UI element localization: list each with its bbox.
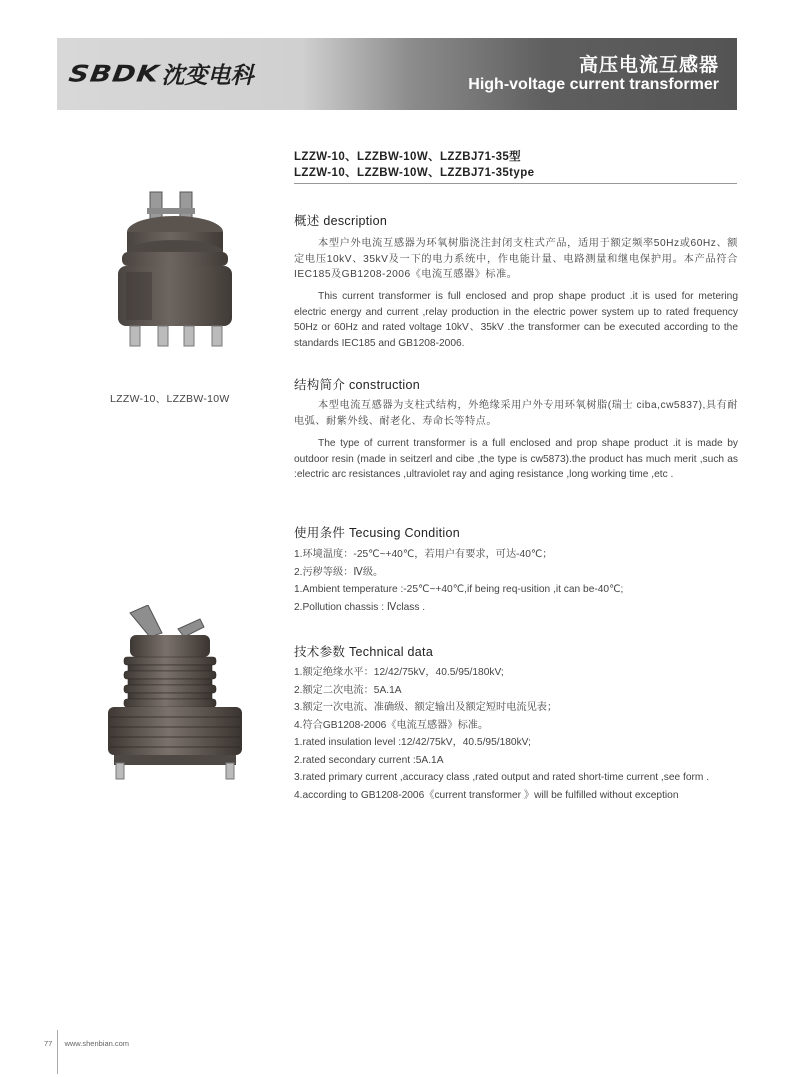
construction-en: The type of current transformer is a full enclosed and prop shape product .it is made by outdoor resin (made in seitzerl and cibe ,the type is cw5873).the product has much merit ,such as :electric arc resistances ,ultraviolet ray and aging resistance ,long working time ,etc . xyxy=(294,438,738,481)
description-cn: 本型户外电流互感器为环氧树脂浇注封闭支柱式产品，适用于额定频率50Hz或60Hz、额定电压10kV、35kV及一下的电力系统中，作电能计量、电路测量和继电保护用。本产品符合IEC185及GB1208-2006《电流互感器》标准。 xyxy=(294,238,738,281)
figure1-caption: LZZW-10、LZZBW-10W xyxy=(110,393,230,405)
construction-heading: 结构简介 construction xyxy=(294,378,420,392)
page-footer xyxy=(44,1039,129,1048)
logo-cn: 沈变电科 xyxy=(161,62,254,89)
description-en: This current transformer is full enclosed and prop shape product .it is used for metering electric energy and current ,relay production in the electric power system up to rated frequency 50Hz or 60Hz and rated voltage 10kV、35kV .the transformer can be executed according to the standards IEC185 and GB1208-2006. xyxy=(294,291,738,349)
model-title-cn: LZZW-10、LZZBW-10W、LZZBJ71-35型 xyxy=(294,151,522,163)
list-item: 1.Ambient temperature :-25℃~+40℃,if being req-usition ,it can be-40℃; xyxy=(294,584,624,595)
technical-list xyxy=(294,664,709,804)
list-item: 1.额定绝缘水平：12/42/75kV，40.5/95/180kV; xyxy=(294,667,504,678)
description-heading: 概述 description xyxy=(294,214,388,228)
page-number: 77 xyxy=(44,1039,53,1048)
footer-divider xyxy=(57,1030,58,1074)
logo-latin: SBDK xyxy=(67,59,162,87)
list-item: 3.rated primary current ,accuracy class ,rated output and rated short-time current ,see form . xyxy=(294,772,710,783)
technical-heading: 技术参数 Technical data xyxy=(294,645,434,659)
list-item: 2.额定二次电流：5A.1A xyxy=(294,684,402,696)
list-item: 3.额定一次电流、准确级、额定输出及额定短时电流见表； xyxy=(294,702,558,713)
product-image-lzzw xyxy=(100,188,250,363)
company-logo xyxy=(69,57,253,89)
list-item: 2.rated secondary current :5A.1A xyxy=(294,754,444,766)
conditions-list xyxy=(294,546,623,616)
footer-url: www.shenbian.com xyxy=(64,1039,130,1048)
construction-cn: 本型电流互感器为支柱式结构，外绝缘采用户外专用环氧树脂(瑞士 ciba,cw5837),具有耐电弧、耐紫外线、耐老化、寿命长等特点。 xyxy=(294,400,738,427)
model-title xyxy=(294,149,534,181)
model-divider xyxy=(294,183,737,184)
list-item: 4.according to GB1208-2006《current transformer 》will be fulfilled without exception xyxy=(294,789,679,801)
list-item: 1.rated insulation level :12/42/75kV，40.5/95/180kV; xyxy=(294,737,531,748)
list-item: 2.污秽等级：Ⅳ级。 xyxy=(294,566,384,578)
banner-title-en: High-voltage current transformer xyxy=(468,76,719,93)
model-title-en: LZZW-10、LZZBW-10W、LZZBJ71-35type xyxy=(294,167,535,179)
conditions-heading: 使用条件 Tecusing Condition xyxy=(294,526,460,540)
product-image-lzzbj71 xyxy=(100,605,250,790)
list-item: 1.环境温度：-25℃~+40℃，若用户有要求，可达-40℃； xyxy=(294,549,553,560)
list-item: 4.符合GB1208-2006《电流互感器》标准。 xyxy=(294,719,489,731)
banner-title-cn: 高压电流互感器 xyxy=(578,55,719,76)
list-item: 2.Pollution chassis : Ⅳclass . xyxy=(294,601,426,613)
